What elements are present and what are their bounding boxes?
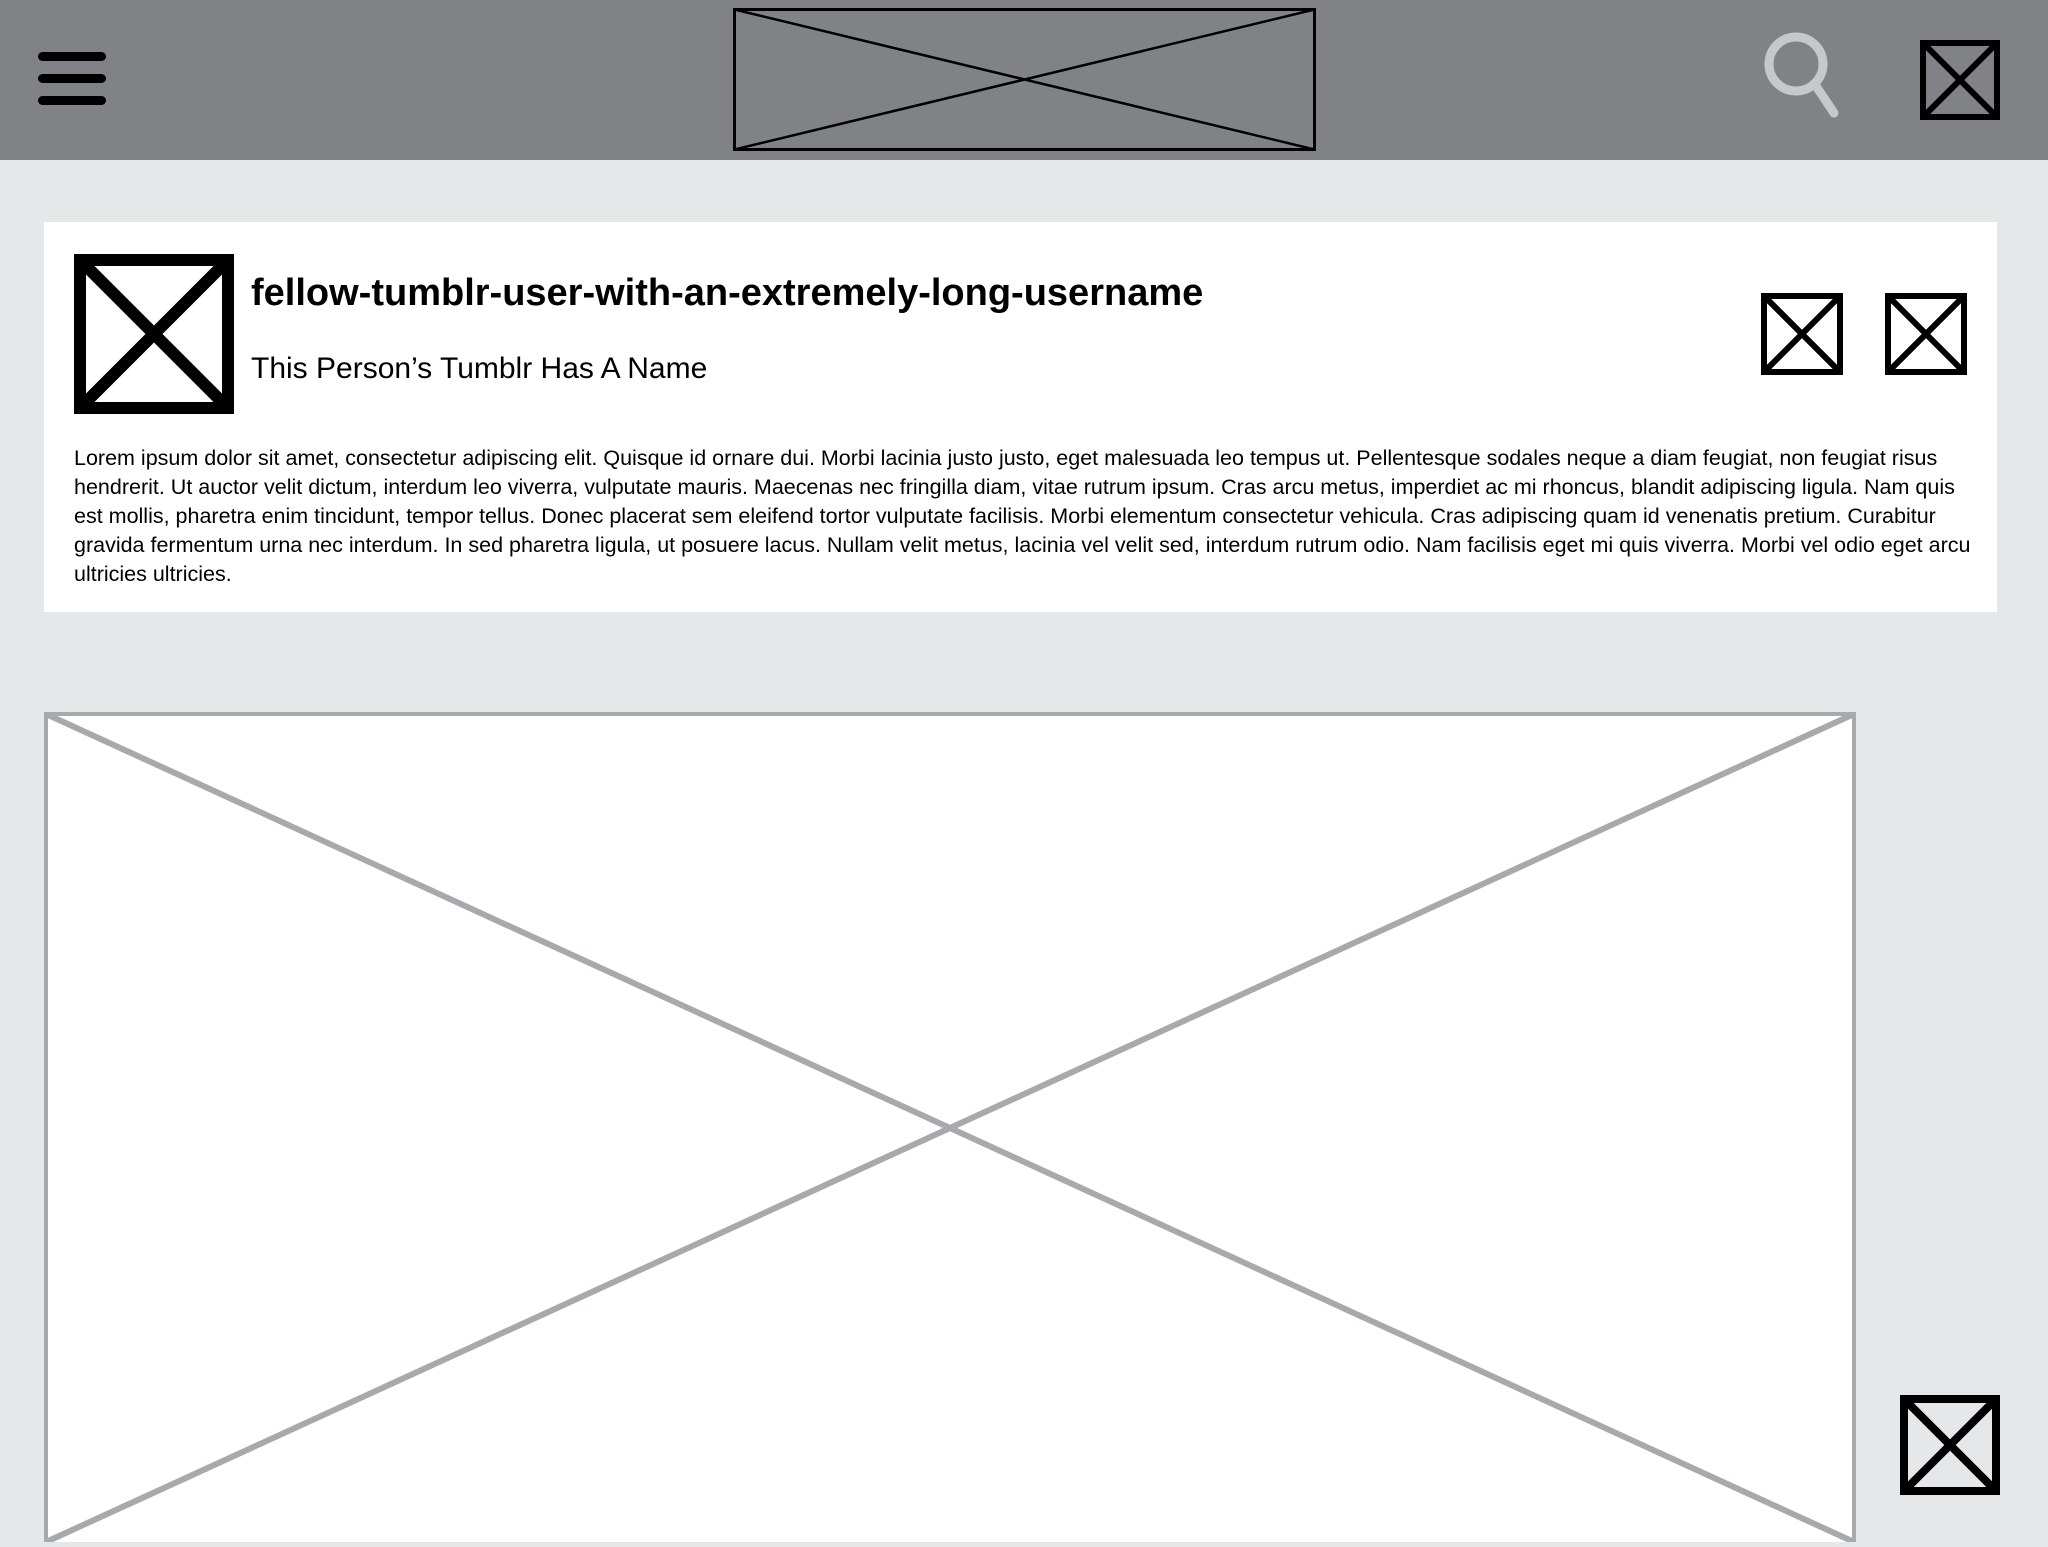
hamburger-menu-icon[interactable] xyxy=(38,52,106,106)
top-header xyxy=(0,0,2048,160)
content-image-placeholder xyxy=(44,712,1856,1542)
floating-action-placeholder-icon[interactable] xyxy=(1900,1395,2000,1495)
username-link[interactable]: fellow-tumblr-user-with-an-extremely-long-username xyxy=(251,272,1204,314)
header-action-placeholder-icon[interactable] xyxy=(1920,40,2000,120)
blog-title: This Person’s Tumblr Has A Name xyxy=(251,352,708,385)
profile-action-placeholder-icon[interactable] xyxy=(1885,293,1967,375)
avatar-placeholder-icon[interactable] xyxy=(74,254,234,414)
blog-description: Lorem ipsum dolor sit amet, consectetur adipiscing elit. Quisque id ornare dui. Morbi lacinia justo justo, eget malesuada leo tempus ut. Pellentesque sodales neque a diam feugiat, non feugiat risus hendrerit. Ut auctor velit dictum, interdum leo viverra, vulputate mauris. Maecenas nec fringilla diam, vitae rutrum ipsum. Cras arcu metus, imperdiet ac mi rhoncus, blandit adipiscing ligula. Nam quis est mollis, pharetra enim tincidunt, tempor tellus. Donec placerat sem eleifend tortor vulputate facilisis. Morbi elementum consectetur vehicula. Cras adipiscing quam id venenatis pretium. Curabitur gravida fermentum urna nec interdum. In sed pharetra ligula, ut posuere lacus. Nullam velit metus, lacinia vel velit sed, interdum rutrum odio. Nam facilisis eget mi quis viverra. Morbi vel odio eget arcu ultricies ultricies. xyxy=(74,446,1971,586)
blog-profile-card xyxy=(44,222,1997,612)
search-icon[interactable] xyxy=(1762,30,1842,122)
logo-image-placeholder xyxy=(733,8,1316,151)
profile-action-placeholder-icon[interactable] xyxy=(1761,293,1843,375)
